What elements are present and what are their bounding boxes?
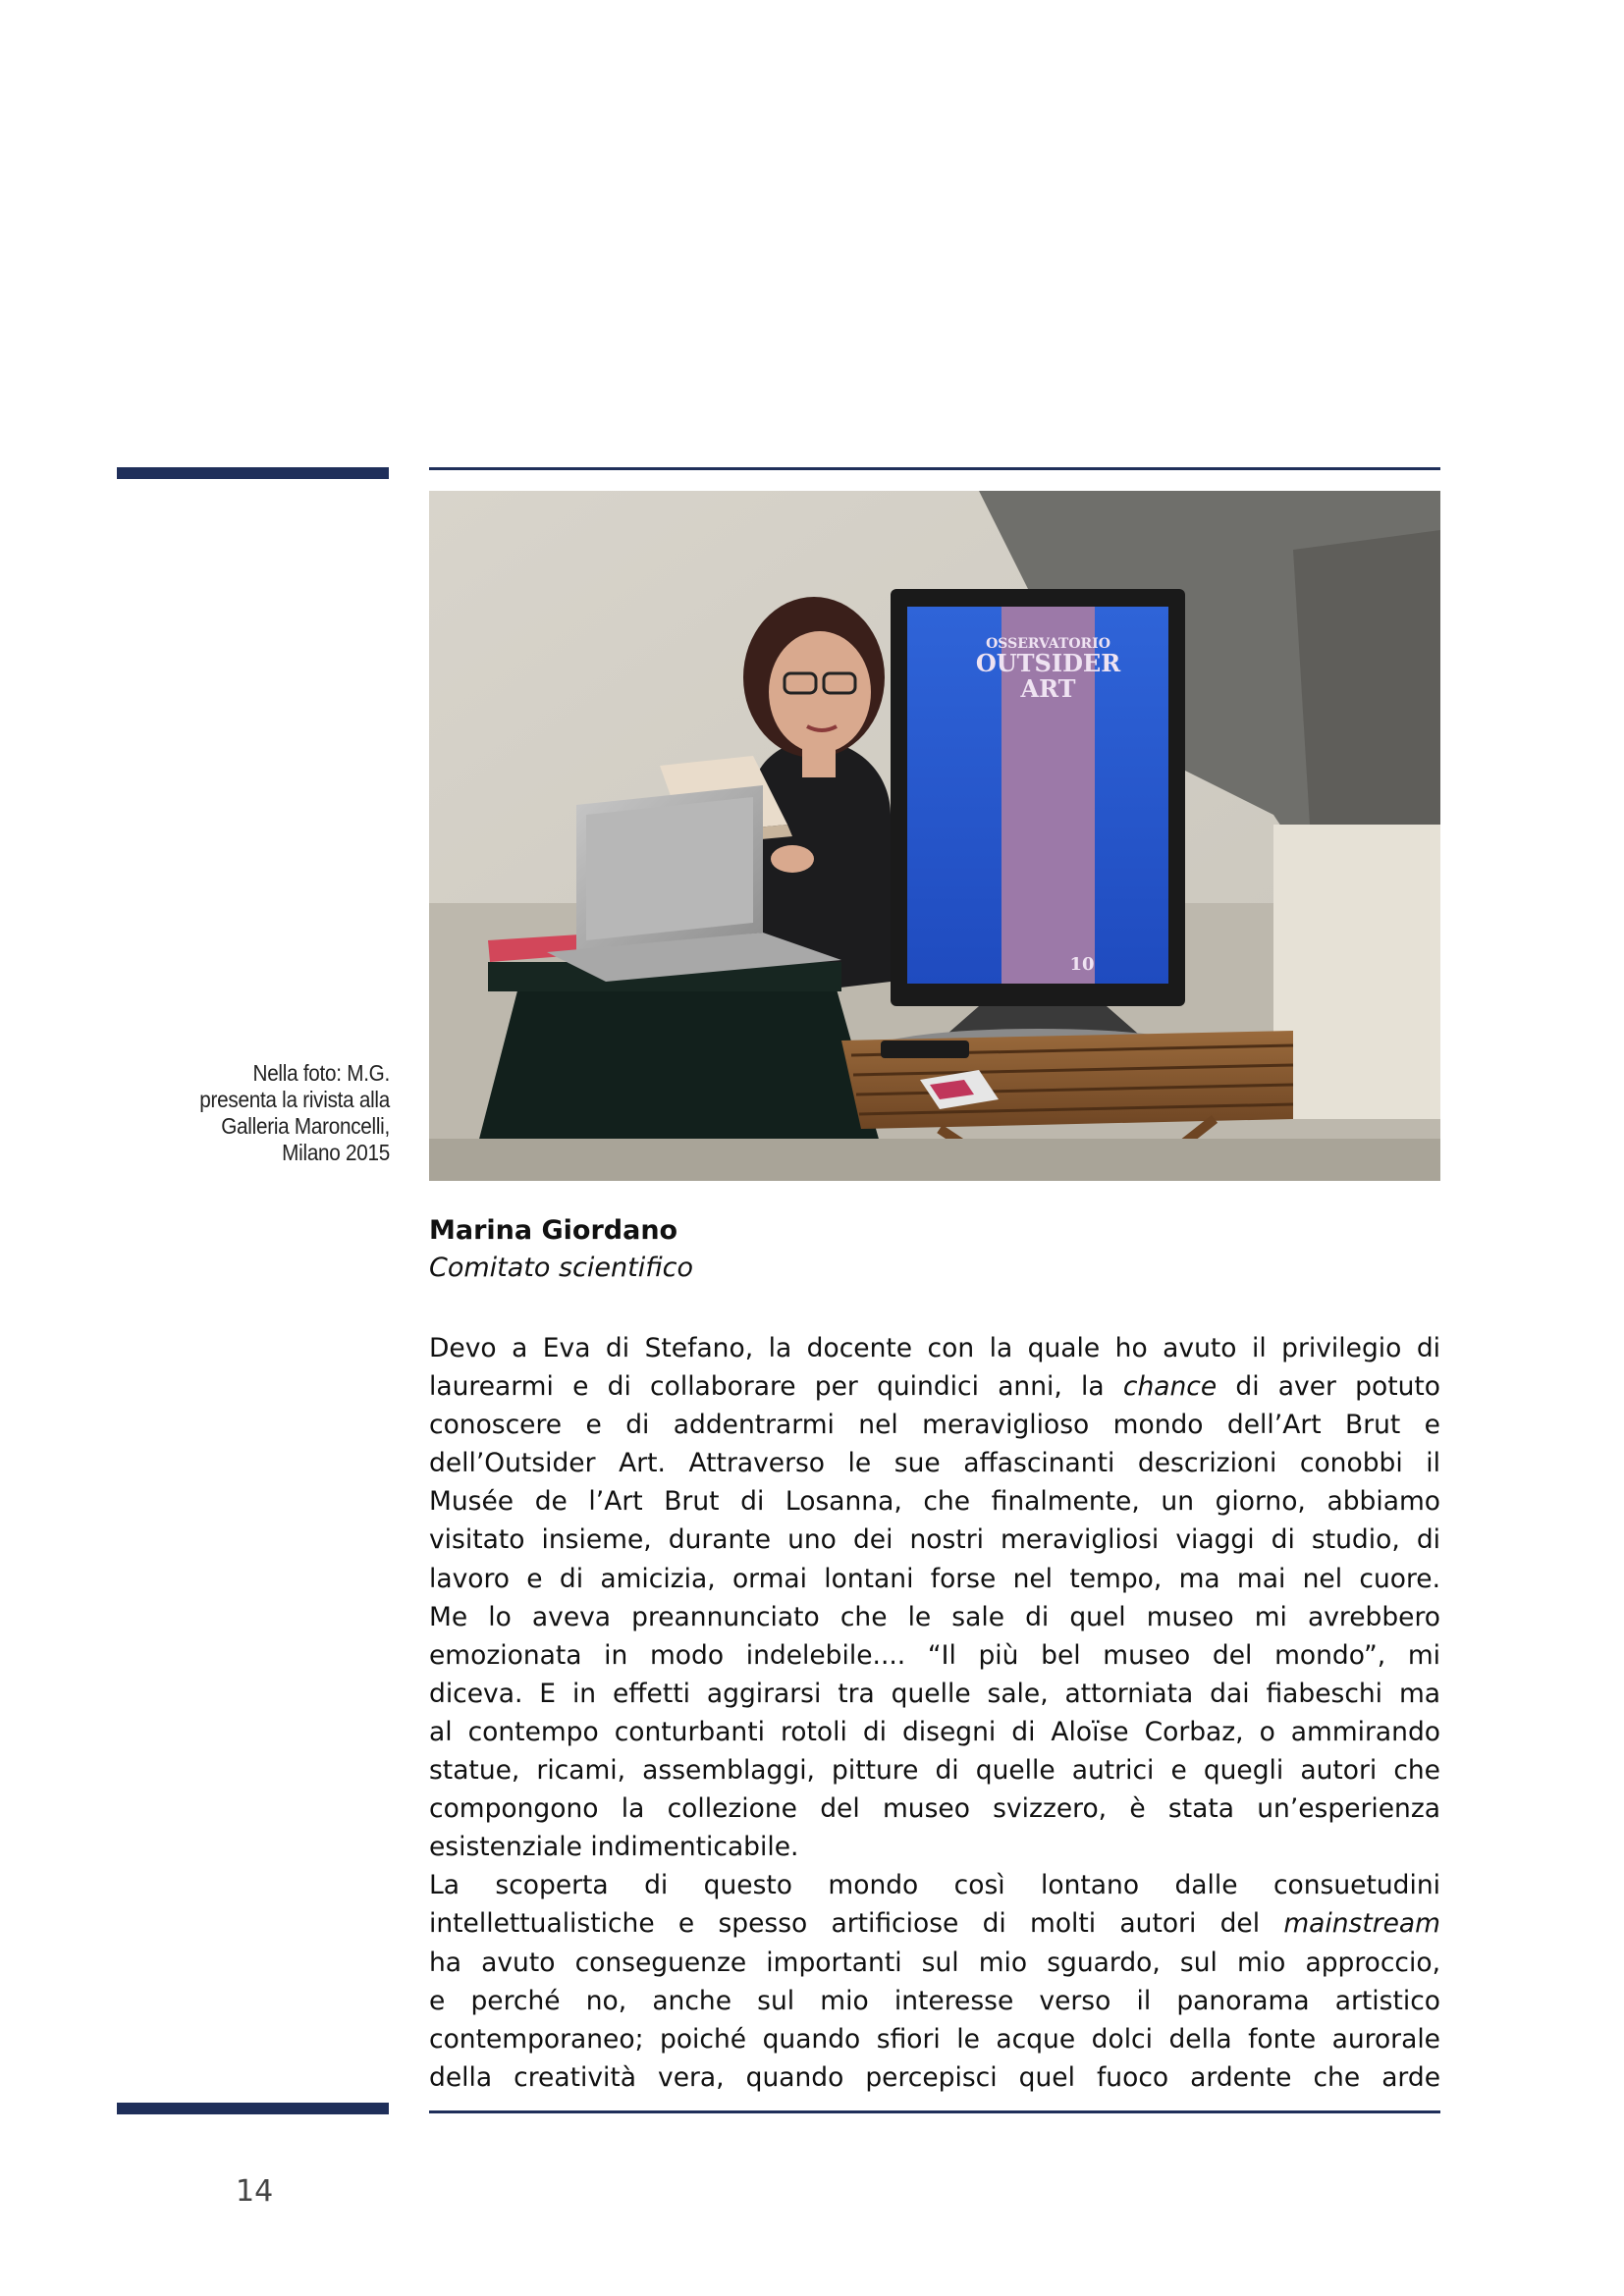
article-body (429, 1329, 1440, 2097)
body-line (429, 1789, 1440, 1828)
bottom-rule (429, 2110, 1440, 2113)
italic-term: mainstream (1283, 1908, 1440, 1940)
caption-line: Nella foto: M.G. (252, 1060, 390, 1086)
body-line (429, 2058, 1440, 2097)
author-name: Marina Giordano (429, 1215, 678, 1246)
text-run: diceva. E in effetti aggirarsi tra quelle sale, attorniata dai fiabeschi ma (429, 1678, 1440, 1709)
top-rule (429, 467, 1440, 470)
text-run: Me lo aveva preannunciato che le sale di quel museo mi avrebbero (429, 1601, 1440, 1632)
text-run: Devo a Eva di Stefano, la docente con la quale ho avuto il privilegio di (429, 1333, 1440, 1363)
top-accent-bar (117, 467, 389, 479)
text-run: contemporaneo; poiché quando sfiori le acque dolci della fonte aurorale (429, 2023, 1440, 2055)
text-run: dell’Outsider Art. Attraverso le sue affascinanti descrizioni conobbi il (429, 1448, 1440, 1479)
body-line (429, 1444, 1440, 1482)
body-line (429, 1751, 1440, 1789)
body-line (429, 1598, 1440, 1636)
photo-caption (145, 1060, 390, 1166)
text-run: ha avuto conseguenze importanti sul mio sguardo, sul mio approccio, (429, 1947, 1440, 1978)
screen-title-line1: OSSERVATORIO (986, 636, 1110, 652)
screen-title-line2: OUTSIDER (975, 649, 1121, 677)
body-line (429, 1367, 1440, 1406)
body-line (429, 1944, 1440, 1982)
body-line (429, 1866, 1440, 1904)
text-run: La scoperta di questo mondo così lontano dalle consuetudini (429, 1870, 1440, 1901)
text-run: e perché no, anche sul mio interesse verso il panorama artistico (429, 1985, 1440, 2016)
body-line (429, 1828, 1440, 1866)
body-line (429, 2020, 1440, 2058)
bottom-accent-bar (117, 2103, 389, 2114)
caption-line: Milano 2015 (282, 1140, 390, 1165)
text-run: di aver potuto (1217, 1371, 1440, 1403)
body-line (429, 1521, 1440, 1559)
text-run: della creatività vera, quando percepisci quel fuoco ardente che arde (429, 2061, 1440, 2093)
page-number: 14 (236, 2174, 274, 2209)
body-line (429, 1329, 1440, 1367)
text-run: statue, ricami, assemblaggi, pitture di quelle autrici e quegli autori che (429, 1755, 1440, 1787)
body-line (429, 1713, 1440, 1751)
screen-title-line3: ART (1020, 674, 1076, 703)
text-run: lavoro e di amicizia, ormai lontani forse nel tempo, ma mai nel cuore. (429, 1563, 1440, 1594)
text-run: esistenziale indimenticabile. (429, 1832, 799, 1863)
text-run: laurearmi e di collaborare per quindici anni, la (429, 1371, 1123, 1403)
body-line (429, 1904, 1440, 1943)
body-line (429, 1982, 1440, 2020)
caption-line: Galleria Maroncelli, (221, 1113, 390, 1139)
text-run: intellettualistiche e spesso artificiose di molti autori del (429, 1908, 1284, 1940)
body-line (429, 1636, 1440, 1675)
text-run: emozionata in modo indelebile.... “Il più bel museo del mondo”, mi (429, 1639, 1440, 1671)
text-run: conoscere e di addentrarmi nel meraviglioso mondo dell’Art Brut e (429, 1410, 1440, 1441)
screen-issue-number: 10 (1069, 954, 1095, 975)
body-line (429, 1482, 1440, 1521)
author-role: Comitato scientifico (429, 1253, 694, 1283)
body-line (429, 1406, 1440, 1444)
article-photo (429, 491, 1440, 1181)
text-run: compongono la collezione del museo svizzero, è stata un’esperienza (429, 1793, 1440, 1825)
body-line (429, 1560, 1440, 1598)
text-run: al contempo conturbanti rotoli di disegni di Aloïse Corbaz, o ammirando (429, 1716, 1440, 1747)
caption-line: presenta la rivista alla (199, 1087, 390, 1112)
italic-term: chance (1122, 1371, 1218, 1403)
text-run: visitato insieme, durante uno dei nostri meravigliosi viaggi di studio, di (429, 1524, 1440, 1556)
body-line (429, 1675, 1440, 1713)
text-run: Musée de l’Art Brut di Losanna, che finalmente, un giorno, abbiamo (429, 1486, 1440, 1518)
